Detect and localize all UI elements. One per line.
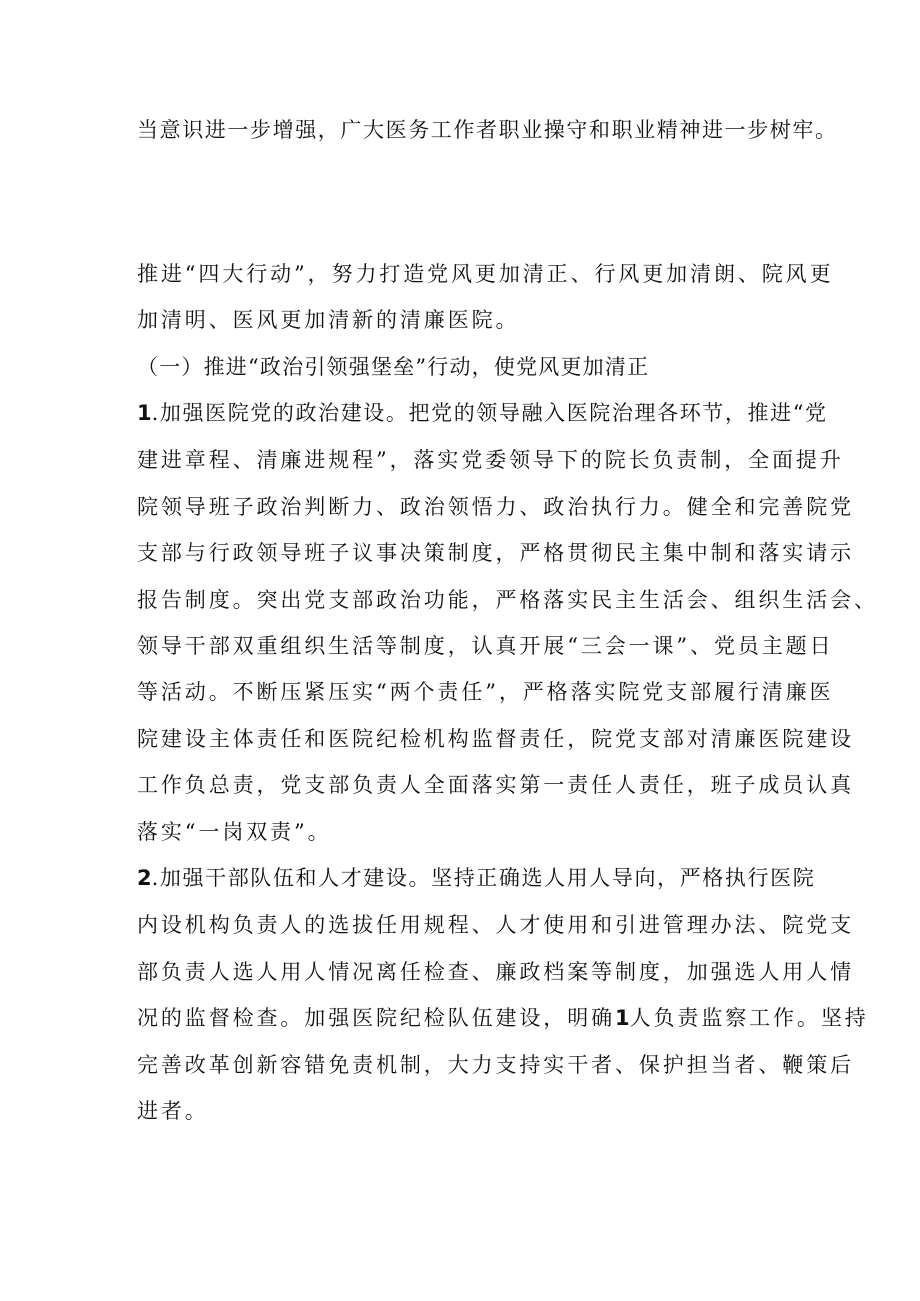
line-text: 完善改革创新容错免责机制，大力支持实干者、保护担当者、鞭策后 xyxy=(137,1053,854,1077)
item-1-line-8 xyxy=(137,724,854,754)
line-text: 进者。 xyxy=(137,1099,209,1123)
line-text: 况的监督检查。加强医院纪检队伍建设，明确 xyxy=(137,1006,615,1030)
line-text: 人负责监察工作。坚持 xyxy=(629,1006,869,1030)
item-1-line-10 xyxy=(137,817,332,847)
section-heading xyxy=(137,352,649,382)
item-number: 2 xyxy=(137,866,152,890)
line-text: 报告制度。突出党支部政治功能，严格落实民主生活会、组织生活会、 xyxy=(137,588,878,612)
line-text: 加清明、医风更加清新的清廉医院。 xyxy=(137,308,520,332)
item-2-line-6 xyxy=(137,1096,209,1126)
line-text: 工作负总责，党支部负责人全面落实第一责任人责任，班子成员认真 xyxy=(137,773,854,797)
item-1-line-5 xyxy=(137,585,878,615)
paragraph-line-3 xyxy=(137,305,519,335)
item-1-line-2 xyxy=(137,445,844,475)
paragraph-line-1 xyxy=(137,115,838,145)
line-text: 领导干部双重组织生活等制度，认真开展“三会一课”、党员主题日 xyxy=(137,634,834,658)
item-1-line-7 xyxy=(137,677,833,707)
line-text: .加强干部队伍和人才建设。坚持正确选人用人导向，严格执行医院 xyxy=(151,866,816,890)
item-2-line-3 xyxy=(137,957,854,987)
item-1-line-1 xyxy=(137,398,828,428)
item-2-line-5 xyxy=(137,1050,854,1080)
line-text: 落实“一岗双责”。 xyxy=(137,820,332,844)
inline-number: 1 xyxy=(615,1006,630,1030)
item-1-line-4 xyxy=(137,538,854,568)
paragraph-line-2 xyxy=(137,259,833,289)
line-text: 当意识进一步增强，广大医务工作者职业操守和职业精神进一步树牢。 xyxy=(137,118,838,142)
line-text: 推进“四大行动”，努力打造党风更加清正、行风更加清朗、院风更 xyxy=(137,262,834,286)
item-1-line-9 xyxy=(137,770,854,800)
item-number: 1 xyxy=(137,401,152,425)
heading-text: （一）推进“政治引领强堡垒”行动，使党风更加清正 xyxy=(137,355,650,379)
line-text: 院领导班子政治判断力、政治领悟力、政治执行力。健全和完善院党 xyxy=(137,495,854,519)
item-1-line-3 xyxy=(137,492,854,522)
line-text: 等活动。不断压紧压实“两个责任”，严格落实院党支部履行清廉医 xyxy=(137,680,834,704)
line-text: 院建设主体责任和医院纪检机构监督责任，院党支部对清廉医院建设 xyxy=(137,727,854,751)
item-2-line-4 xyxy=(137,1003,869,1033)
line-text: 支部与行政领导班子议事决策制度，严格贯彻民主集中制和落实请示 xyxy=(137,541,854,565)
line-text: 内设机构负责人的选拔任用规程、人才使用和引进管理办法、院党支 xyxy=(137,913,854,937)
line-text: 部负责人选人用人情况离任检查、廉政档案等制度，加强选人用人情 xyxy=(137,960,854,984)
line-text: .加强医院党的政治建设。把党的领导融入医院治理各环节，推进“党 xyxy=(151,401,828,425)
item-2-line-1 xyxy=(137,863,815,893)
line-text: 建进章程、清廉进规程”，落实党委领导下的院长负责制，全面提升 xyxy=(137,448,844,472)
item-1-line-6 xyxy=(137,631,833,661)
item-2-line-2 xyxy=(137,910,854,940)
